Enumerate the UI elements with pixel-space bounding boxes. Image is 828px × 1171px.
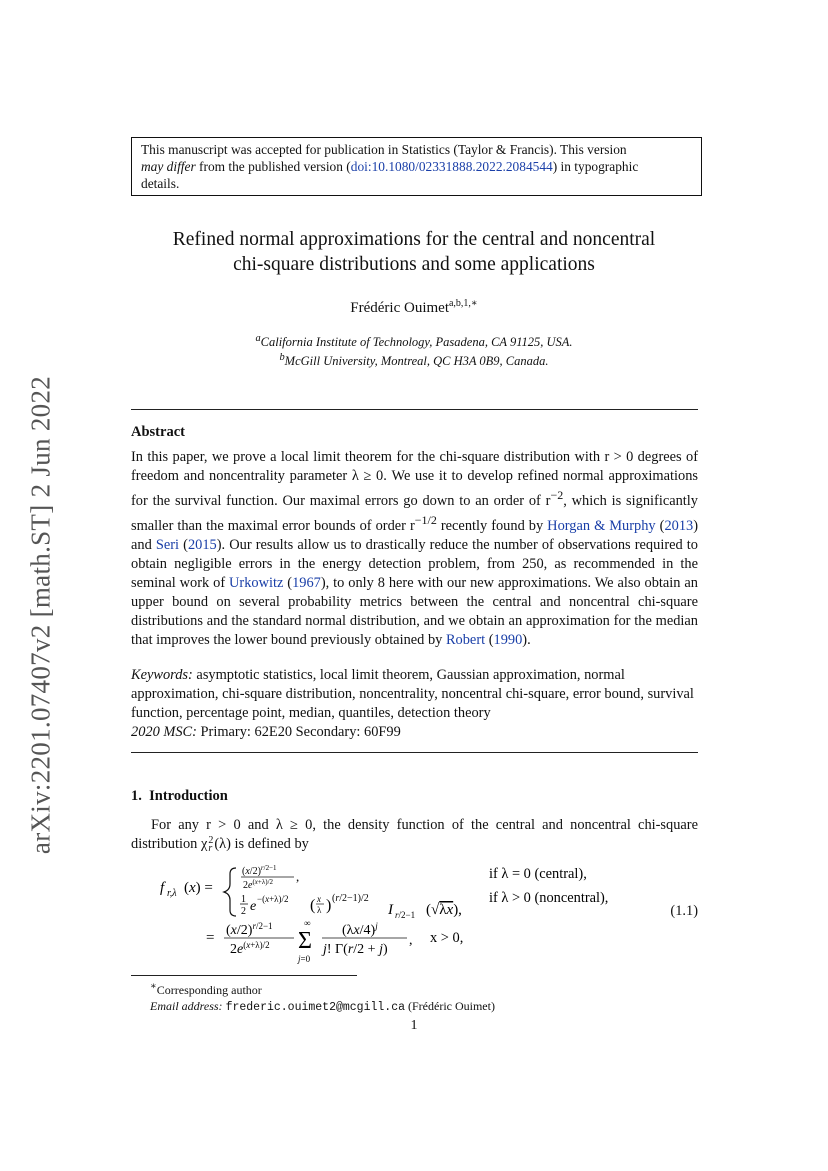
eq-c1-num: $(x/2)^{r/2-1}$	[242, 864, 277, 877]
keywords-text: asymptotic statistics, local limit theorem, Gaussian approximation, normal approximation, chi-square distribution, noncentrality, noncentral chi-square, error bound, survival function, percentage point, median, quantiles, detection theory	[131, 667, 694, 721]
equation-number: (1.1)	[670, 903, 698, 919]
eq-lhs-f: f	[160, 880, 165, 896]
abstract-p1: In this paper, we prove a local limit theorem for the chi-square distribution with r > 0 degrees of freedom and noncentrality parameter λ ≥ 0. We use it to develop refined normal approximations for the survival function. Our maximal errors go down to an order of r	[131, 449, 698, 509]
eq-l2-comma: ,	[409, 933, 413, 948]
abstract-p5: . Our results allow us to drastically reduce the number of observations required to obtain negligible errors in the energy detection problem, from 250, as recommended in the seminal work of	[131, 536, 698, 591]
intro-text-a: For any r > 0 and λ ≥ 0, the density function of the central and noncentral chi-square distribution χ	[131, 817, 698, 852]
section-number: 1.	[131, 788, 142, 804]
email-label: Email address:	[150, 999, 223, 1013]
eq-c2-exp: −(x+λ)/2	[257, 894, 289, 904]
paper-title	[0, 227, 828, 277]
msc-label: 2020 MSC:	[131, 724, 197, 740]
equation-graphic	[160, 864, 700, 969]
abstract-p6: , to only 8 here with our new approximations. We also obtain an upper bound on several probability metrics between the central and noncentral chi-square distributions and the standard normal distribution, and we obtain an approximation for the median that improves the lower bound previously obtained by	[131, 574, 698, 648]
affil-mark-b: b	[279, 352, 285, 364]
eq-l2-den: $2e^{(x+\lambda)/2}$	[230, 940, 270, 957]
eq-sum-bottom: j=0	[298, 954, 311, 964]
doi-link[interactable]: doi:10.1080/02331888.2022.2084544	[350, 159, 553, 174]
affiliation-a	[0, 331, 828, 350]
eq-l2-eq: =	[206, 930, 215, 946]
author	[0, 298, 828, 317]
abstract-text: In this paper, we prove a local limit theorem for the chi-square distribution with r > 0 degrees of freedom and noncentrality parameter λ ≥ 0. We use it to develop refined normal approximations for the survival function. Our maximal errors go down to an order of $r^{-2}$, which is significantly smaller than the maximal error bounds of order $r^{-1/2}$ recently found by Horgan & Murphy (2013) and Seri (2015). Our results allow us to drastically reduce the number of observations required to obtain negligible errors in the energy detection problem, from 250, as recommended in the seminal work of Urkowitz (1967), to only 8 here with our new approximations. We also obtain an upper bound on several probability metrics between the central and noncentral chi-square distributions and the standard normal distribution, and we obtain an approximation for the median that improves the lower bound previously obtained by Robert (1990).	[131, 449, 699, 648]
cite-robert[interactable]: Robert	[445, 631, 486, 648]
notice-line1: This manuscript was accepted for publication in Statistics (Taylor & Francis). This version	[141, 142, 627, 157]
title-line1: Refined normal approximations for the central and noncentral	[172, 229, 656, 250]
eq-sum: Σ	[298, 928, 312, 954]
notice-line3: details.	[141, 176, 180, 191]
cite-urkowitz[interactable]: Urkowitz	[229, 574, 284, 591]
abstract-heading: Abstract	[131, 424, 185, 440]
affiliation-b	[0, 350, 828, 369]
section-title: Introduction	[149, 788, 228, 804]
abstract-p7: .	[527, 631, 531, 648]
eq-c2-xfrac-den: λ	[317, 905, 322, 915]
page-number: 1	[410, 1018, 418, 1033]
eq-lhs-sub: r,λ	[167, 888, 177, 899]
email-owner: (Frédéric Ouimet)	[408, 999, 495, 1013]
chi-sup: 2	[208, 834, 214, 846]
notice-line2: from the published version (	[195, 159, 351, 174]
eq-c2-I-sub: r/2−1	[395, 910, 416, 920]
msc-text: Primary: 62E20 Secondary: 60F99	[196, 724, 401, 740]
eq-sum-top: ∞	[304, 918, 311, 928]
publication-notice	[131, 137, 702, 196]
arxiv-stamp-text: arXiv:2201.07407v2 [math.ST] 2 Jun 2022	[25, 375, 56, 855]
cite-robert-year[interactable]: 1990	[493, 631, 523, 648]
eq-c1-den: $2e^{(x+\lambda)/2}$	[243, 878, 274, 891]
eq-l2-num: $(x/2)^{r/2-1}$	[226, 921, 273, 938]
eq-c2-paren-close: )	[326, 897, 332, 914]
email-address[interactable]: frederic.ouimet2@mcgill.ca	[225, 1001, 405, 1014]
eq-l2-frac-den: j! Γ(r/2 + j)	[323, 942, 388, 957]
eq-c2-paren: (	[310, 897, 316, 914]
eq-lhs-arg: (x) =	[184, 880, 213, 896]
intro-text-b: (λ) is defined by	[214, 836, 309, 852]
top-rule	[131, 409, 698, 410]
eq-line2-cond: x > 0,	[430, 930, 464, 946]
arxiv-stamp[interactable]	[16, 355, 66, 875]
eq-case2-cond: if λ > 0 (noncentral),	[489, 890, 609, 906]
author-marks: a,b,1,∗	[448, 298, 478, 309]
abstract-sup2: −1/2	[414, 512, 437, 527]
notice-may-differ: may differ	[141, 159, 196, 174]
eq-c1-comma: ,	[296, 869, 300, 884]
eq-c2-half-den: 2	[241, 906, 246, 917]
eq-c2-I: I	[388, 902, 393, 918]
cite-seri[interactable]: Seri	[155, 536, 180, 553]
cite-urkowitz-year[interactable]: 1967	[292, 574, 321, 591]
intro-paragraph	[131, 816, 698, 854]
abstract-p2: , which is significantly smaller than the maximal error bounds of order r	[131, 492, 698, 534]
affil-text-a: California Institute of Technology, Pasadena, CA 91125, USA.	[260, 335, 573, 350]
title-line2: chi-square distributions and some applications	[233, 254, 595, 275]
eq-c2-e: e	[250, 899, 257, 914]
equation-1-1	[160, 864, 700, 969]
chi-sub: r	[208, 842, 213, 854]
eq-l2-frac-num: $(\lambda x/4)^j$	[342, 921, 378, 938]
footnote-email	[150, 998, 495, 1016]
footnote	[150, 979, 495, 1016]
keywords-label: Keywords:	[131, 667, 193, 683]
abstract-p4: and	[131, 536, 156, 553]
eq-c2-half-num: 1	[241, 894, 246, 905]
abstract-sup1: −2	[550, 488, 564, 502]
eq-c2-xfrac-num: x	[317, 894, 321, 904]
author-name: Frédéric Ouimet	[350, 300, 449, 316]
affil-mark-a: a	[255, 333, 261, 344]
notice-line2-end: ) in typographic	[552, 159, 639, 174]
eq-c2-pow: (r/2−1)/2	[332, 893, 369, 904]
affiliations	[0, 331, 828, 369]
affil-text-b: McGill University, Montreal, QC H3A 0B9, Canada.	[284, 354, 549, 369]
footnote-star-text: Corresponding author	[156, 983, 262, 997]
footnote-rule	[131, 975, 357, 976]
cite-horgan-year[interactable]: 2013	[664, 517, 694, 534]
footnote-corresponding: ∗Corresponding author	[150, 981, 262, 997]
eq-brace	[224, 868, 236, 916]
cite-seri-year[interactable]: 2015	[187, 536, 217, 553]
abstract-p3: recently found by	[436, 517, 548, 534]
cite-horgan[interactable]: Horgan & Murphy	[547, 517, 656, 534]
bottom-rule	[131, 752, 698, 753]
eq-case1-cond: if λ = 0 (central),	[489, 866, 587, 882]
keywords	[131, 666, 698, 742]
section-heading	[131, 788, 228, 805]
eq-c2-sqrt: (√λx),	[426, 902, 462, 918]
